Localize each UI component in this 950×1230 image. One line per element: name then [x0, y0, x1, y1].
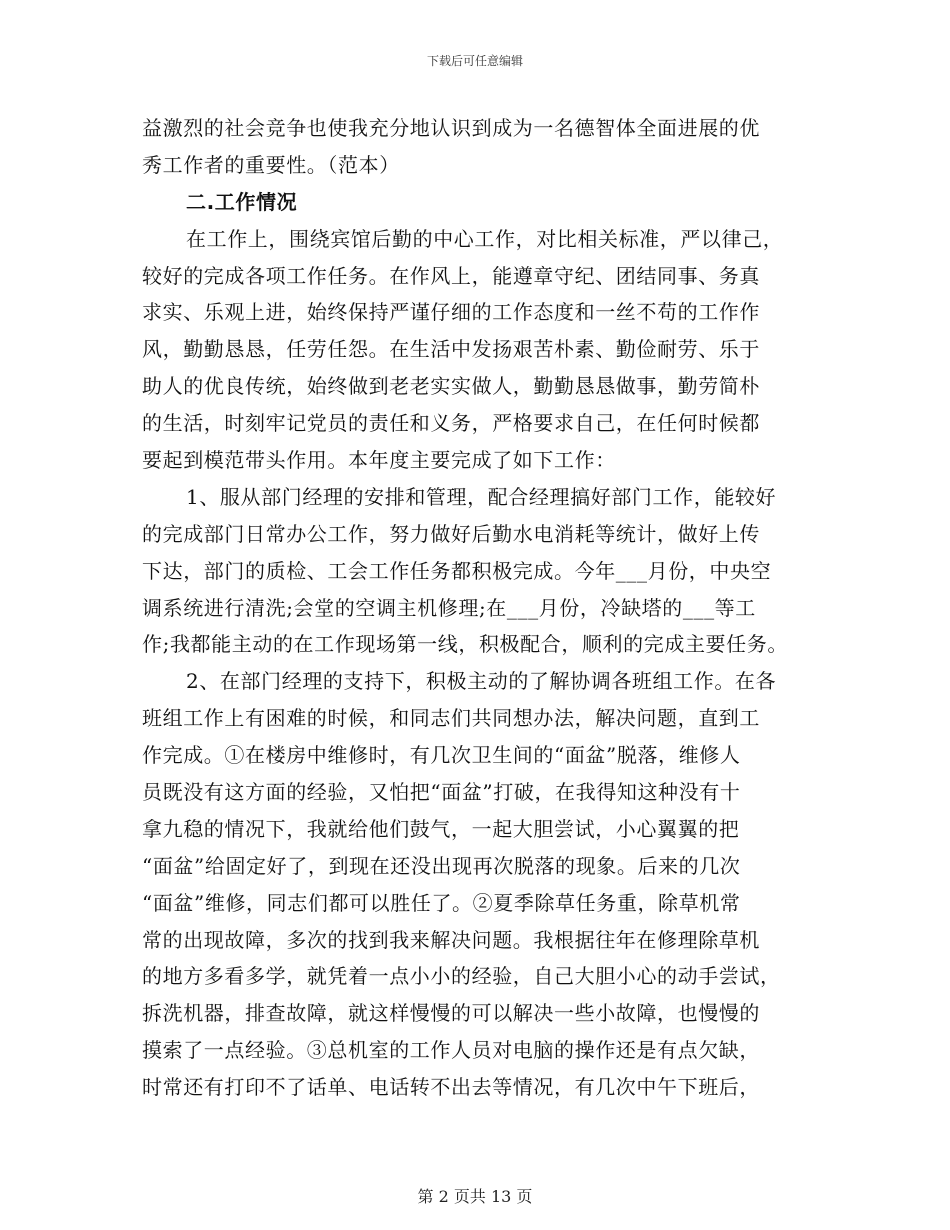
body-line: 求实、乐观上进，始终保持严谨仔细的工作态度和一丝不苟的工作作 [142, 300, 760, 325]
body-line: 的生活，时刻牢记党员的责任和义务，严格要求自己，在任何时候都 [142, 411, 760, 436]
body-line: 助人的优良传统，始终做到老老实实做人，勤勤恳恳做事，勤劳简朴 [142, 374, 760, 399]
body-line: 作完成。①在楼房中维修时，有几次卫生间的“面盆”脱落，维修人 [142, 743, 741, 768]
body-line: 的地方多看多学，就凭着一点小小的经验，自己大胆小心的动手尝试， [142, 964, 781, 989]
body-line: 常的出现故障，多次的找到我来解决问题。我根据往年在修理除草机 [142, 927, 760, 952]
body-line: 拿九稳的情况下，我就给他们鼓气，一起大胆尝试，小心翼翼的把 [142, 816, 740, 841]
body-line: 作;我都能主动的在工作现场第一线，积极配合，顺利的完成主要任务。 [142, 632, 788, 657]
body-line: 摸索了一点经验。③总机室的工作人员对电脑的操作还是有点欠缺， [142, 1038, 760, 1063]
body-line: 较好的完成各项工作任务。在作风上，能遵章守纪、团结同事、务真 [142, 263, 760, 288]
body-line: 风，勤勤恳恳，任劳任怨。在生活中发扬艰苦朴素、勤俭耐劳、乐于 [142, 337, 760, 362]
body-line: 在工作上，围绕宾馆后勤的中心工作，对比相关标准，严以律己， [186, 226, 784, 251]
document-body [142, 110, 802, 1106]
body-line: 要起到模范带头作用。本年度主要完成了如下工作： [142, 448, 616, 473]
body-line: 的完成部门日常办公工作，努力做好后勤水电消耗等统计，做好上传 [142, 521, 760, 546]
body-line: 班组工作上有困难的时候，和同志们共同想办法，解决问题，直到工 [142, 706, 760, 731]
body-line: 拆洗机器，排查故障，就这样慢慢的可以解决一些小故障，也慢慢的 [142, 1001, 760, 1026]
body-line: 秀工作者的重要性。（范本） [142, 152, 400, 177]
page-header: 下载后可任意编辑 [426, 54, 523, 68]
body-line: “面盆”维修，同志们都可以胜任了。②夏季除草任务重，除草机常 [142, 890, 741, 915]
page-number: 第 2 页共 13 页 [417, 1187, 533, 1206]
body-line: 员既没有这方面的经验，又怕把“面盆”打破，在我得知这种没有十 [142, 780, 741, 805]
body-line: 1、服从部门经理的安排和管理，配合经理搞好部门工作，能较好 [186, 484, 777, 509]
body-line: 调系统进行清洗;会堂的空调主机修理;在___月份，冷缺塔的___等工 [142, 595, 756, 620]
body-line: 下达，部门的质检、工会工作任务都积极完成。今年___月份，中央空 [142, 558, 772, 583]
body-line: 益激烈的社会竞争也使我充分地认识到成为一名德智体全面进展的优 [142, 116, 760, 140]
body-line: 时常还有打印不了话单、电话转不出去等情况，有几次中午下班后， [142, 1075, 760, 1100]
section-heading: 二.工作情况 [186, 189, 298, 214]
body-line: 2、在部门经理的支持下，积极主动的了解协调各班组工作。在各 [186, 669, 777, 694]
body-line: “面盆”给固定好了，到现在还没出现再次脱落的现象。后来的几次 [142, 853, 741, 878]
